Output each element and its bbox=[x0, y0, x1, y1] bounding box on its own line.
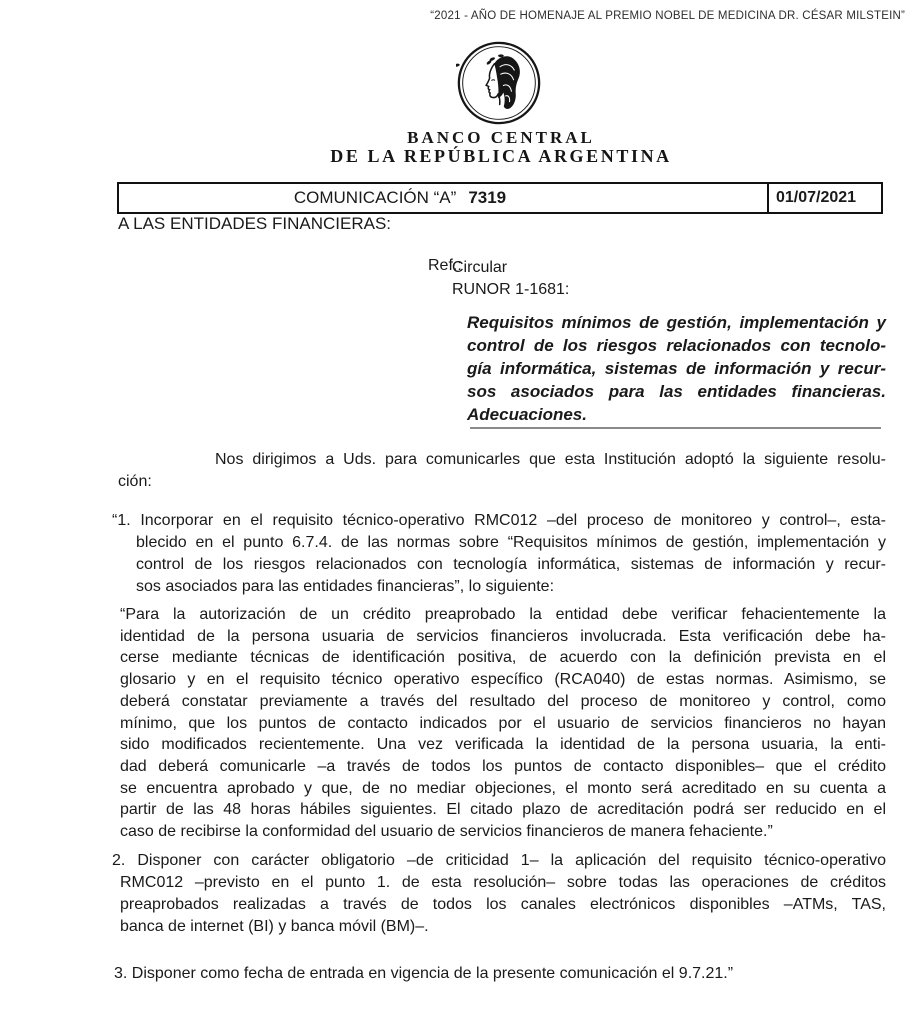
bank-name-line1: BANCO CENTRAL bbox=[407, 128, 595, 147]
communication-date: 01/07/2021 bbox=[775, 189, 857, 206]
text-line: partir de las 48 horas hábiles siguientes. El citado plazo de acreditación podrá ser reducido en el bbox=[120, 801, 886, 819]
text-line: control de los riesgos relacionados con tecnolo- bbox=[467, 336, 886, 355]
text-line: banca de internet (BI) y banca móvil (BM)–. bbox=[120, 918, 429, 935]
bcra-seal-icon bbox=[456, 40, 542, 126]
text-line: deberá constatar previamente a través del resultado del proceso de monitoreo y control, como bbox=[120, 692, 886, 710]
addressee-line: A LAS ENTIDADES FINANCIERAS: bbox=[118, 214, 392, 233]
text-line: 3. Disponer como fecha de entrada en vigencia de la presente comunicación el 9.7.21.” bbox=[114, 965, 734, 982]
communication-number: 7319 bbox=[468, 188, 507, 207]
communication-header-box bbox=[117, 182, 883, 214]
text-line: Requisitos mínimos de gestión, implementación y bbox=[467, 313, 886, 332]
text-line: 2. Disponer con carácter obligatorio –de criticidad 1– la aplicación del requisito técnico-operativo bbox=[112, 852, 886, 869]
text-line: control de los riesgos relacionados con tecnología informática, sistemas de información y recur- bbox=[136, 556, 886, 573]
text-line: “1. Incorporar en el requisito técnico-operativo RMC012 –del proceso de monitoreo y control–, esta- bbox=[112, 512, 886, 529]
communication-title bbox=[119, 184, 769, 212]
text-line: blecido en el punto 6.7.4. de las normas sobre “Requisitos mínimos de gestión, implementación y bbox=[136, 534, 886, 551]
text-line: dad deberá comunicarle –a través de todos los puntos de contacto disponibles– que el crédito bbox=[120, 757, 886, 775]
text-line: cerse mediante técnicas de identificación positiva, de acuerdo con la definición prevista en el bbox=[120, 649, 886, 667]
resolution-item-3 bbox=[114, 963, 886, 985]
bank-name-line2: DE LA REPÚBLICA ARGENTINA bbox=[330, 146, 672, 166]
communication-label: COMUNICACIÓN “A” bbox=[293, 188, 457, 207]
intro-paragraph bbox=[118, 449, 886, 493]
text-line: caso de recibirse la conformidad del usuario de servicios financieros de manera fehaciente.” bbox=[120, 823, 773, 841]
text-line: mínimo, que los puntos de contacto indicados por el usuario de servicios financieros no hayan bbox=[120, 714, 886, 732]
reference-lines bbox=[452, 257, 569, 301]
text-line: sos asociados para las entidades financieras. bbox=[467, 382, 886, 401]
text-line: RMC012 –previsto en el punto 1. de esta resolución– sobre todas las operaciones de créditos bbox=[120, 874, 886, 891]
text-line: preaprobados realizadas a través de todos los canales electrónicos disponibles –ATMs, TAS, bbox=[120, 896, 886, 913]
text-line: Circular bbox=[452, 259, 508, 276]
resolution-item-2 bbox=[112, 850, 886, 938]
text-line: Adecuaciones. bbox=[467, 405, 587, 424]
text-line: glosario y en el requisito técnico operativo específico (RCA040) de estas normas. Asimismo, se bbox=[120, 671, 886, 689]
subject-divider-line bbox=[470, 427, 881, 429]
text-line: “Para la autorización de un crédito preaprobado la entidad debe verificar fehacientemente la bbox=[120, 606, 886, 623]
text-line: identidad de la persona usuaria de servicios financieros involucrada. Esta verificación debe ha- bbox=[120, 627, 886, 645]
reference-subject bbox=[467, 311, 886, 426]
text-line: sido modificados recientemente. Una vez verificada la identidad de la persona usuaria, la enti- bbox=[120, 736, 886, 754]
quoted-requirement-paragraph bbox=[120, 604, 886, 843]
text-line: se encuentra aprobado y que, de no mediar objeciones, el monto será acreditado en su cuenta a bbox=[120, 779, 886, 797]
year-motto: “2021 - AÑO DE HOMENAJE AL PREMIO NOBEL DE MEDICINA DR. CÉSAR MILSTEIN” bbox=[430, 10, 905, 22]
text-line: Nos dirigimos a Uds. para comunicarles que esta Institución adoptó la siguiente resolu- bbox=[215, 451, 886, 468]
text-line: ción: bbox=[118, 473, 152, 490]
reference-label: Ref.: bbox=[428, 257, 462, 274]
text-line: gía informática, sistemas de información y recur- bbox=[467, 359, 886, 378]
text-line: sos asociados para las entidades financieras”, lo siguiente: bbox=[136, 578, 555, 595]
resolution-item-1 bbox=[112, 510, 886, 598]
text-line: RUNOR 1-1681: bbox=[452, 281, 570, 298]
